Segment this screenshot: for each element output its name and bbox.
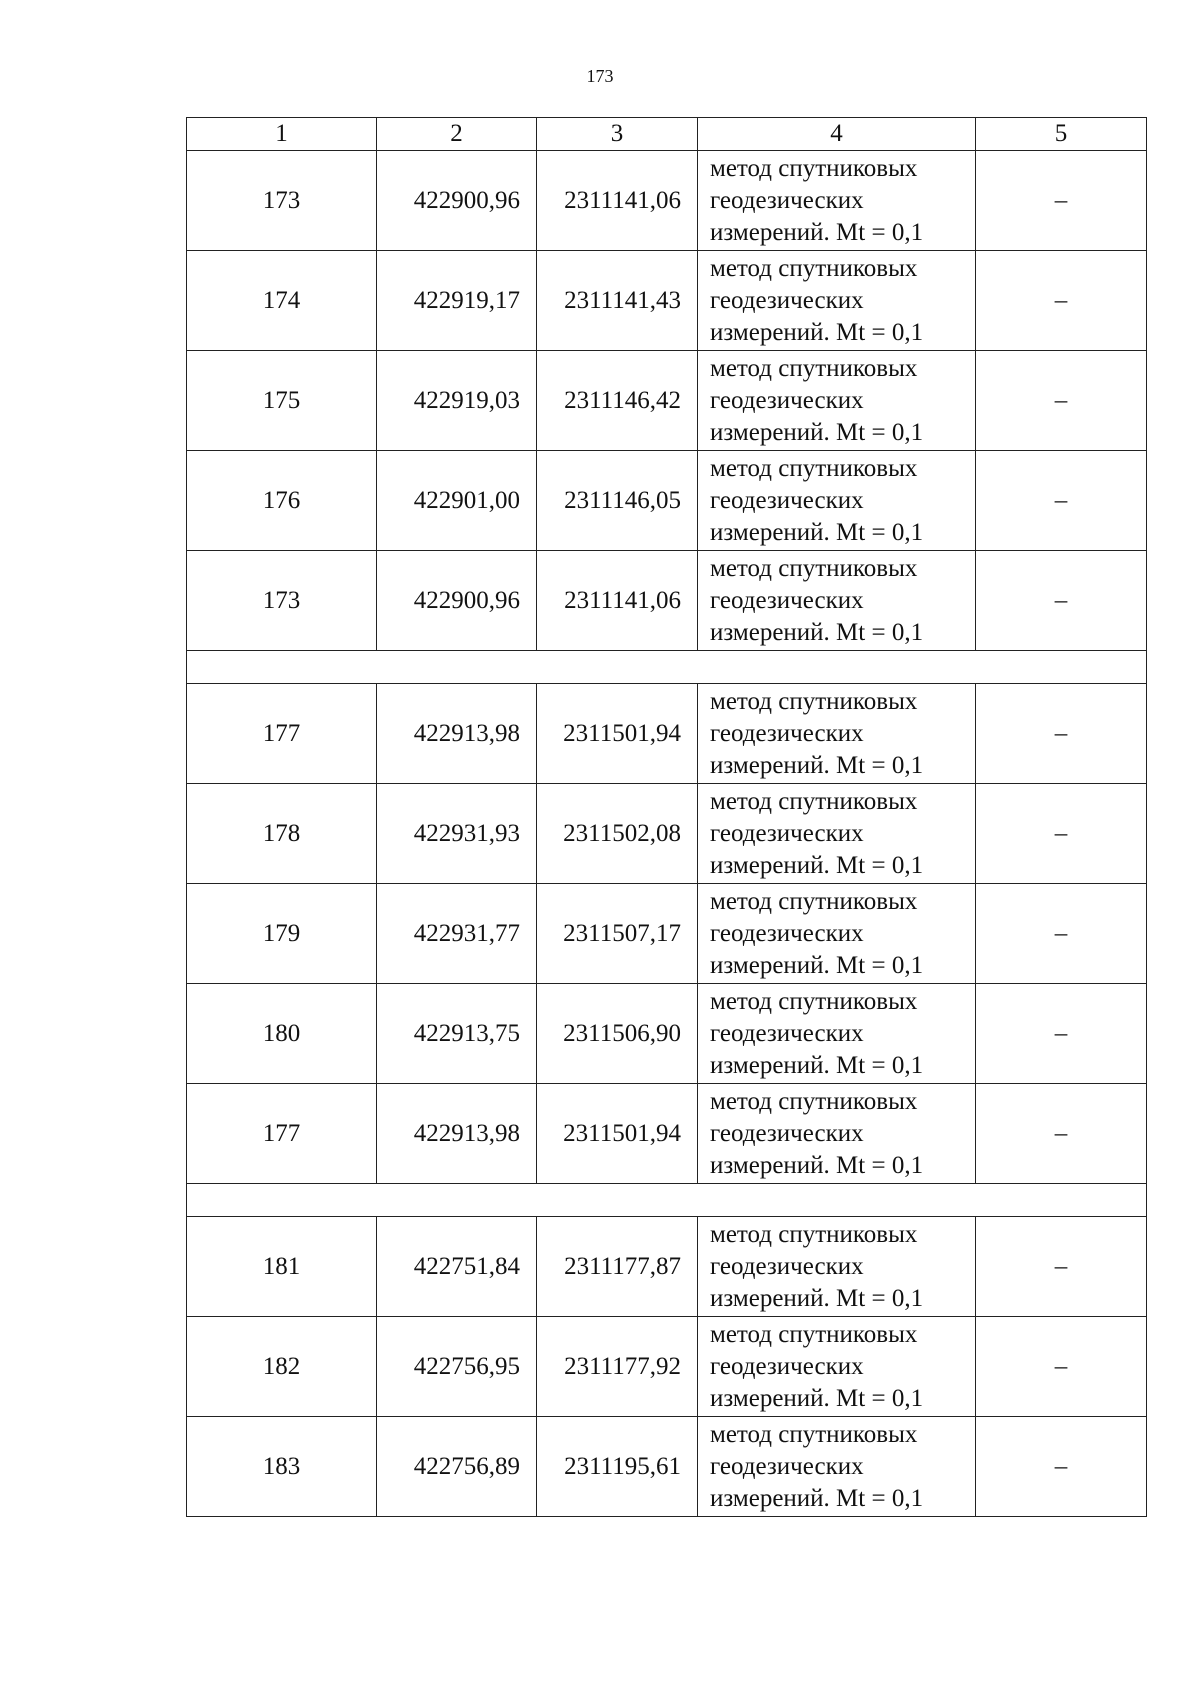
y-coordinate-cell: 2311177,87 <box>537 1217 698 1317</box>
table-row <box>187 684 1147 784</box>
point-number-cell: 180 <box>187 984 377 1084</box>
table-row <box>187 351 1147 451</box>
method-line: метод спутниковых <box>710 687 918 715</box>
x-coordinate-cell: 422756,95 <box>377 1317 537 1417</box>
table-row <box>187 551 1147 651</box>
header-row <box>187 118 1147 151</box>
method-cell <box>698 551 976 651</box>
x-coordinate-cell: 422913,98 <box>377 684 537 784</box>
method-line: измерений. Mt = 0,1 <box>710 618 924 646</box>
method-cell <box>698 251 976 351</box>
method-line: метод спутниковых <box>710 354 918 382</box>
point-number-cell: 182 <box>187 1317 377 1417</box>
y-coordinate-cell: 2311177,92 <box>537 1317 698 1417</box>
method-line: геодезических <box>710 486 864 514</box>
method-line: геодезических <box>710 186 864 214</box>
column-header: 4 <box>698 118 976 151</box>
method-line: метод спутниковых <box>710 1420 918 1448</box>
group-separator-row <box>187 651 1147 684</box>
y-coordinate-cell: 2311501,94 <box>537 684 698 784</box>
x-coordinate-cell: 422919,17 <box>377 251 537 351</box>
method-line: измерений. Mt = 0,1 <box>710 951 924 979</box>
point-number-cell: 177 <box>187 1084 377 1184</box>
table-row <box>187 884 1147 984</box>
method-line: измерений. Mt = 0,1 <box>710 1484 924 1512</box>
method-line: метод спутниковых <box>710 987 918 1015</box>
method-line: геодезических <box>710 286 864 314</box>
x-coordinate-cell: 422751,84 <box>377 1217 537 1317</box>
y-coordinate-cell: 2311507,17 <box>537 884 698 984</box>
column-header: 3 <box>537 118 698 151</box>
x-coordinate-cell: 422900,96 <box>377 551 537 651</box>
method-cell <box>698 351 976 451</box>
x-coordinate-cell: 422913,75 <box>377 984 537 1084</box>
method-line: измерений. Mt = 0,1 <box>710 218 924 246</box>
method-line: геодезических <box>710 1452 864 1480</box>
y-coordinate-cell: 2311506,90 <box>537 984 698 1084</box>
note-cell: – <box>976 1084 1147 1184</box>
table-row <box>187 151 1147 251</box>
table-row <box>187 1317 1147 1417</box>
point-number-cell: 174 <box>187 251 377 351</box>
method-line: измерений. Mt = 0,1 <box>710 418 924 446</box>
method-line: геодезических <box>710 1352 864 1380</box>
y-coordinate-cell: 2311141,06 <box>537 151 698 251</box>
method-line: метод спутниковых <box>710 554 918 582</box>
method-line: метод спутниковых <box>710 887 918 915</box>
method-line: измерений. Mt = 0,1 <box>710 1151 924 1179</box>
method-line: измерений. Mt = 0,1 <box>710 318 924 346</box>
note-cell: – <box>976 784 1147 884</box>
y-coordinate-cell: 2311146,05 <box>537 451 698 551</box>
method-line: геодезических <box>710 1119 864 1147</box>
x-coordinate-cell: 422901,00 <box>377 451 537 551</box>
x-coordinate-cell: 422756,89 <box>377 1417 537 1517</box>
table-row <box>187 984 1147 1084</box>
note-cell: – <box>976 551 1147 651</box>
method-line: измерений. Mt = 0,1 <box>710 1051 924 1079</box>
method-cell <box>698 1417 976 1517</box>
note-cell: – <box>976 1417 1147 1517</box>
method-line: геодезических <box>710 1252 864 1280</box>
page-number: 173 <box>586 66 614 86</box>
x-coordinate-cell: 422931,77 <box>377 884 537 984</box>
table-row <box>187 451 1147 551</box>
x-coordinate-cell: 422919,03 <box>377 351 537 451</box>
method-line: измерений. Mt = 0,1 <box>710 518 924 546</box>
point-number-cell: 173 <box>187 151 377 251</box>
table-body <box>187 118 1147 1517</box>
point-number-cell: 178 <box>187 784 377 884</box>
point-number-cell: 173 <box>187 551 377 651</box>
note-cell: – <box>976 984 1147 1084</box>
y-coordinate-cell: 2311141,06 <box>537 551 698 651</box>
point-number-cell: 176 <box>187 451 377 551</box>
x-coordinate-cell: 422913,98 <box>377 1084 537 1184</box>
note-cell: – <box>976 1317 1147 1417</box>
method-cell <box>698 451 976 551</box>
column-header: 1 <box>187 118 377 151</box>
coordinates-table <box>186 117 1147 1517</box>
column-header: 5 <box>976 118 1147 151</box>
method-cell <box>698 1317 976 1417</box>
method-line: метод спутниковых <box>710 454 918 482</box>
method-line: метод спутниковых <box>710 1220 918 1248</box>
note-cell: – <box>976 451 1147 551</box>
method-cell <box>698 1084 976 1184</box>
point-number-cell: 179 <box>187 884 377 984</box>
note-cell: – <box>976 684 1147 784</box>
y-coordinate-cell: 2311141,43 <box>537 251 698 351</box>
y-coordinate-cell: 2311502,08 <box>537 784 698 884</box>
method-line: геодезических <box>710 719 864 747</box>
method-cell <box>698 151 976 251</box>
note-cell: – <box>976 1217 1147 1317</box>
point-number-cell: 183 <box>187 1417 377 1517</box>
point-number-cell: 177 <box>187 684 377 784</box>
table-row <box>187 1417 1147 1517</box>
point-number-cell: 175 <box>187 351 377 451</box>
method-cell <box>698 684 976 784</box>
method-line: измерений. Mt = 0,1 <box>710 1284 924 1312</box>
method-line: метод спутниковых <box>710 1087 918 1115</box>
y-coordinate-cell: 2311501,94 <box>537 1084 698 1184</box>
method-line: метод спутниковых <box>710 154 918 182</box>
method-line: метод спутниковых <box>710 1320 918 1348</box>
method-line: геодезических <box>710 819 864 847</box>
column-header: 2 <box>377 118 537 151</box>
x-coordinate-cell: 422900,96 <box>377 151 537 251</box>
method-cell <box>698 884 976 984</box>
method-cell <box>698 1217 976 1317</box>
table-row <box>187 1084 1147 1184</box>
method-line: измерений. Mt = 0,1 <box>710 851 924 879</box>
method-line: геодезических <box>710 586 864 614</box>
point-number-cell: 181 <box>187 1217 377 1317</box>
table-row <box>187 251 1147 351</box>
method-line: измерений. Mt = 0,1 <box>710 751 924 779</box>
method-line: геодезических <box>710 919 864 947</box>
note-cell: – <box>976 151 1147 251</box>
y-coordinate-cell: 2311146,42 <box>537 351 698 451</box>
method-cell <box>698 784 976 884</box>
method-line: метод спутниковых <box>710 787 918 815</box>
method-line: измерений. Mt = 0,1 <box>710 1384 924 1412</box>
note-cell: – <box>976 884 1147 984</box>
x-coordinate-cell: 422931,93 <box>377 784 537 884</box>
group-separator-cell <box>187 1184 1147 1217</box>
group-separator-row <box>187 1184 1147 1217</box>
note-cell: – <box>976 351 1147 451</box>
group-separator-cell <box>187 651 1147 684</box>
note-cell: – <box>976 251 1147 351</box>
method-line: метод спутниковых <box>710 254 918 282</box>
table-row <box>187 1217 1147 1317</box>
table-row <box>187 784 1147 884</box>
method-cell <box>698 984 976 1084</box>
y-coordinate-cell: 2311195,61 <box>537 1417 698 1517</box>
method-line: геодезических <box>710 1019 864 1047</box>
method-line: геодезических <box>710 386 864 414</box>
